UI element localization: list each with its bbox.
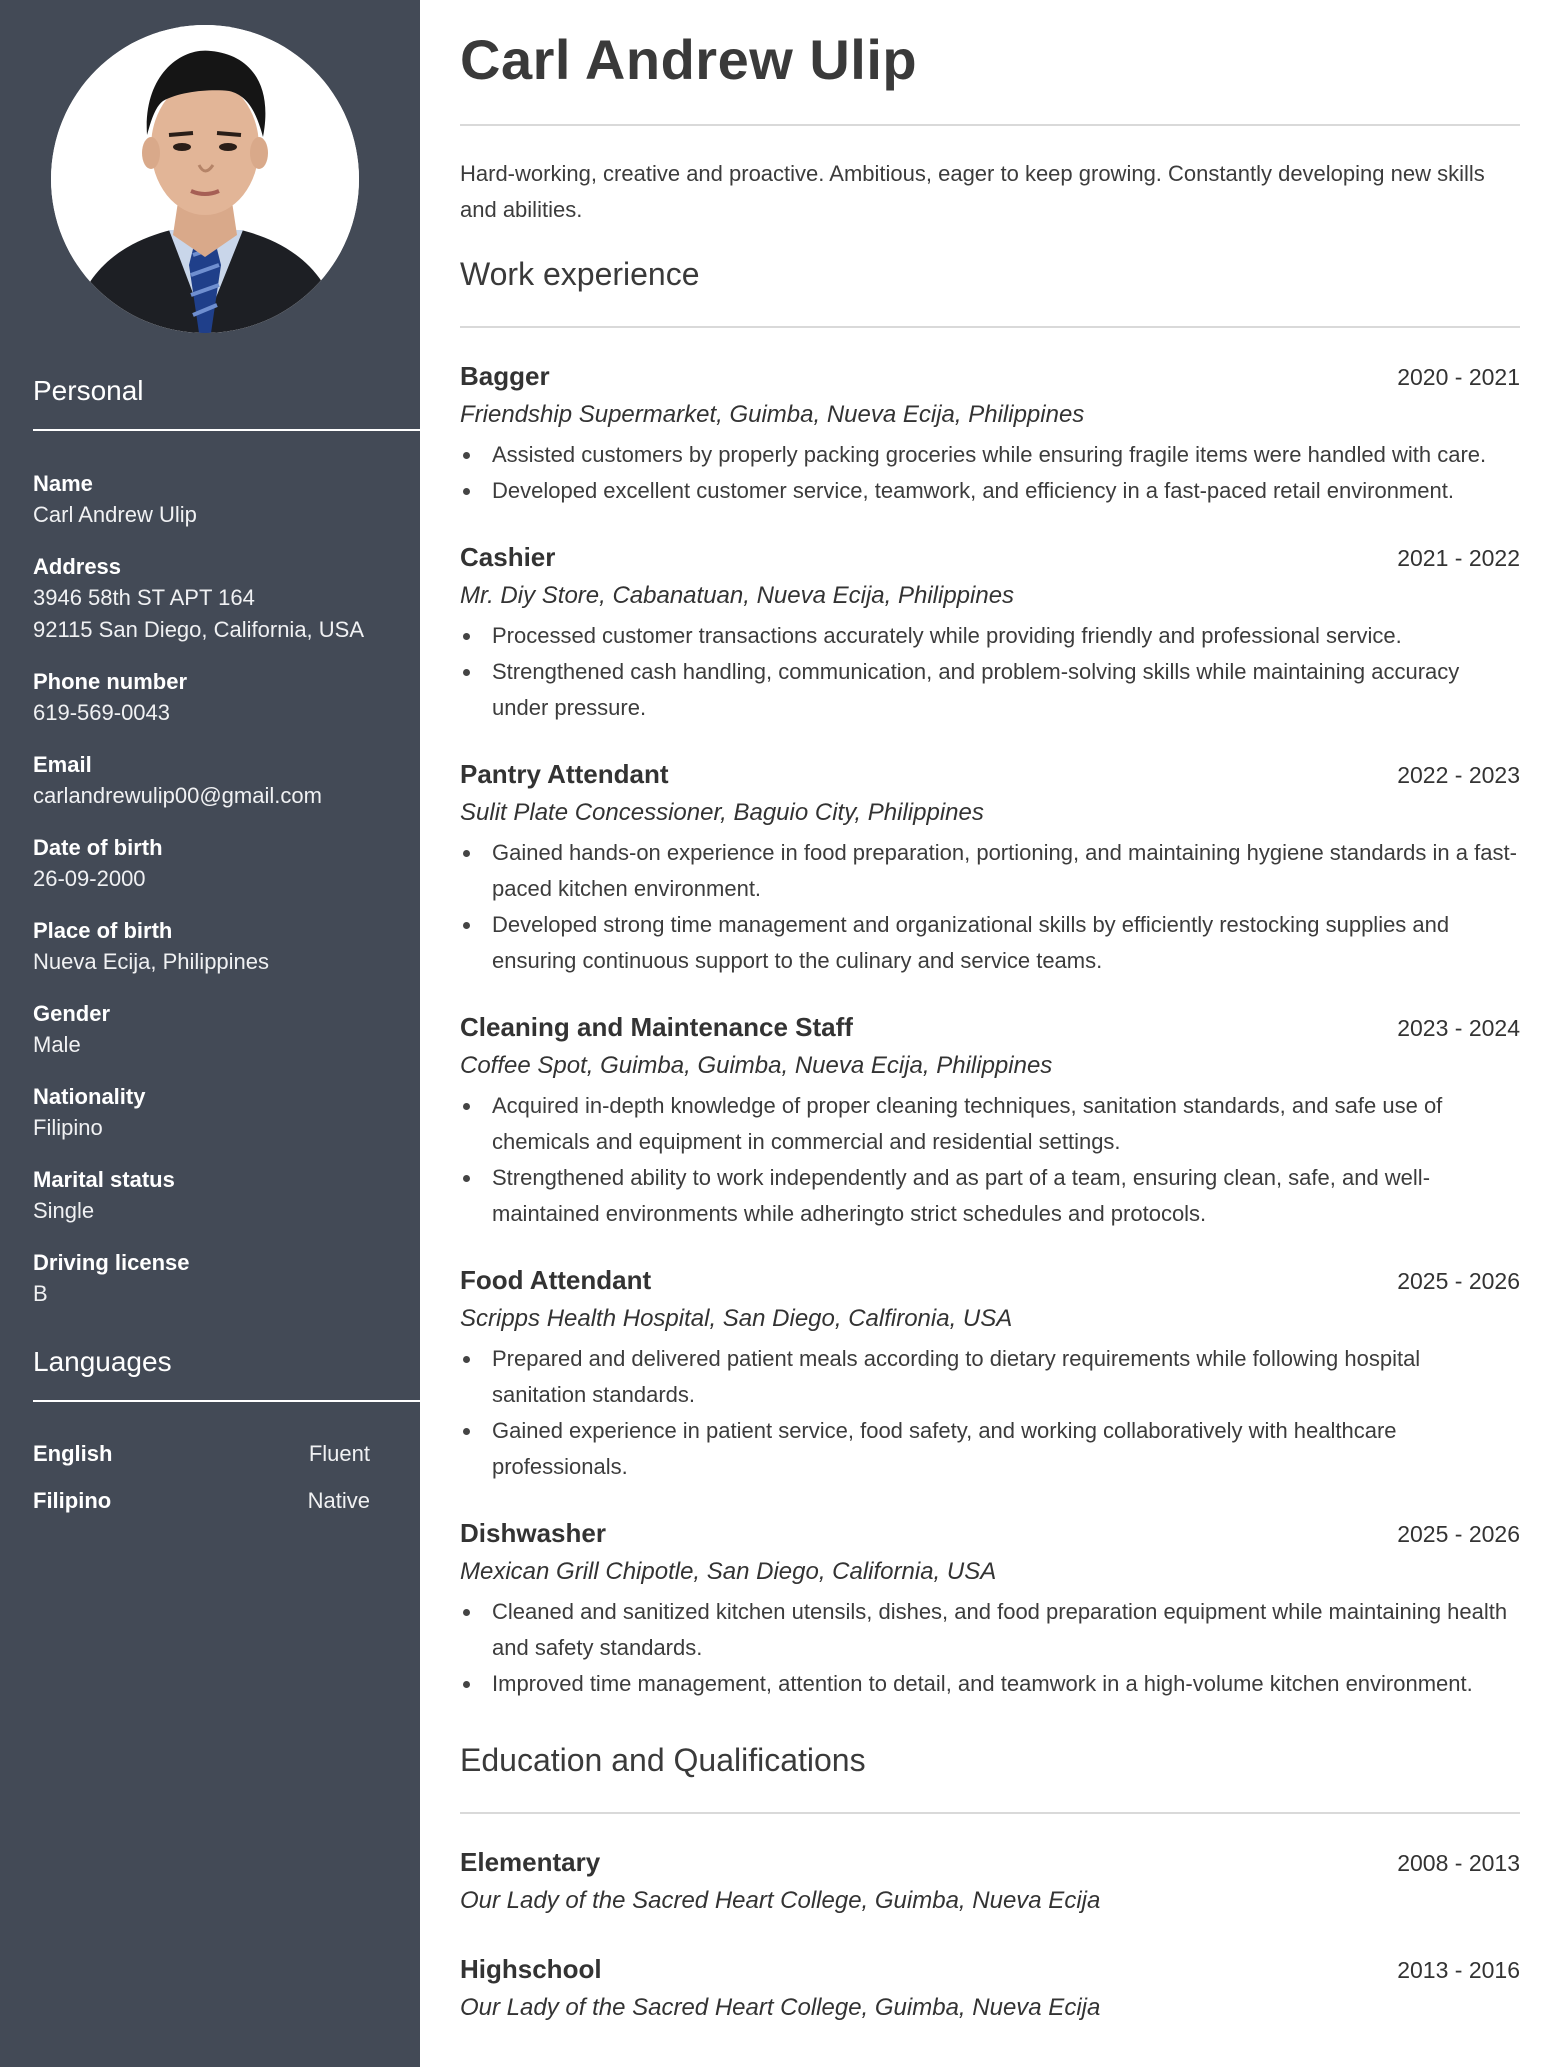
job-entry — [460, 1262, 1520, 1485]
profile-photo — [51, 25, 359, 333]
languages-list — [33, 1438, 370, 1517]
education-title: Elementary — [460, 1847, 601, 1877]
job-title: Bagger — [460, 361, 550, 391]
job-bullets — [460, 437, 1520, 509]
job-bullets — [460, 618, 1520, 726]
job-bullets — [460, 1341, 1520, 1485]
job-title: Cashier — [460, 542, 556, 572]
languages-heading: Languages — [33, 1346, 420, 1402]
field-value: Nueva Ecija, Philippines — [33, 949, 270, 974]
field-value: 26-09-2000 — [33, 866, 146, 891]
personal-field-marital — [33, 1165, 420, 1227]
job-title: Cleaning and Maintenance Staff — [460, 1012, 853, 1042]
education-school: Our Lady of the Sacred Heart College, Guimba, Nueva Ecija — [460, 1887, 1101, 1914]
field-value: Filipino — [33, 1115, 103, 1140]
job-bullets — [460, 835, 1520, 979]
sidebar — [0, 0, 420, 2067]
field-value: Carl Andrew Ulip — [33, 502, 197, 527]
personal-field-dob — [33, 833, 420, 895]
job-entry — [460, 756, 1520, 979]
education-dates: 2013 - 2016 — [1397, 1957, 1520, 1983]
language-row — [33, 1485, 370, 1517]
bullet-item: Gained experience in patient service, food safety, and working collaboratively with healthcare professionals. — [460, 1413, 1520, 1485]
field-label: Place of birth — [33, 918, 173, 943]
bullet-item: Processed customer transactions accurately while providing friendly and professional service. — [460, 618, 1520, 654]
bullet-item: Cleaned and sanitized kitchen utensils, dishes, and food preparation equipment while maintaining health and safety standards. — [460, 1594, 1520, 1666]
language-level: Fluent — [308, 1441, 370, 1466]
job-title: Dishwasher — [460, 1518, 606, 1548]
personal-field-gender — [33, 999, 420, 1061]
field-label: Date of birth — [33, 835, 163, 860]
job-dates: 2023 - 2024 — [1397, 1015, 1520, 1041]
job-dates: 2025 - 2026 — [1397, 1521, 1520, 1547]
main-content — [420, 0, 1549, 2067]
bullet-item: Developed strong time management and organizational skills by efficiently restocking supplies and ensuring continuous support to the culinary and service teams. — [460, 907, 1520, 979]
job-bullets — [460, 1088, 1520, 1232]
field-label: Address — [33, 554, 122, 579]
job-entry — [460, 539, 1520, 726]
personal-field-email — [33, 750, 420, 812]
field-value: 3946 58th ST APT 164 — [33, 585, 255, 610]
field-label: Nationality — [33, 1084, 146, 1109]
personal-info-list — [33, 469, 420, 1310]
field-label: Marital status — [33, 1167, 175, 1192]
job-title: Pantry Attendant — [460, 759, 669, 789]
bullet-item: Prepared and delivered patient meals according to dietary requirements while following hospital sanitation standards. — [460, 1341, 1520, 1413]
job-title: Food Attendant — [460, 1265, 652, 1295]
language-level: Native — [307, 1488, 370, 1513]
bullet-item: Developed excellent customer service, teamwork, and efficiency in a fast-paced retail environment. — [460, 473, 1520, 509]
bullet-item: Gained hands-on experience in food preparation, portioning, and maintaining hygiene standards in a fast-paced kitchen environment. — [460, 835, 1520, 907]
job-dates: 2021 - 2022 — [1397, 545, 1520, 571]
divider — [460, 124, 1520, 126]
job-dates: 2020 - 2021 — [1397, 364, 1520, 390]
education-list — [460, 1844, 1520, 2028]
field-label: Name — [33, 471, 93, 496]
bullet-item: Improved time management, attention to detail, and teamwork in a high-volume kitchen environment. — [460, 1666, 1520, 1702]
personal-field-pob — [33, 916, 420, 978]
field-value: B — [33, 1281, 48, 1306]
personal-field-name — [33, 469, 420, 531]
education-school: Our Lady of the Sacred Heart College, Guimba, Nueva Ecija — [460, 1994, 1101, 2021]
job-company: Mexican Grill Chipotle, San Diego, California, USA — [460, 1558, 997, 1585]
bullet-item: Acquired in-depth knowledge of proper cleaning techniques, sanitation standards, and safe use of chemicals and equipment in commercial and residential settings. — [460, 1088, 1520, 1160]
bullet-item: Strengthened cash handling, communication, and problem-solving skills while maintaining accuracy under pressure. — [460, 654, 1520, 726]
field-label: Driving license — [33, 1250, 190, 1275]
job-company: Sulit Plate Concessioner, Baguio City, Philippines — [460, 799, 984, 826]
profile-photo-illustration — [51, 25, 359, 333]
bullet-item: Assisted customers by properly packing groceries while ensuring fragile items were handled with care. — [460, 437, 1520, 473]
field-label: Gender — [33, 1001, 111, 1026]
field-value: 619-569-0043 — [33, 700, 171, 725]
language-name: Filipino — [33, 1488, 112, 1513]
field-value: carlandrewulip00@gmail.com — [33, 783, 322, 808]
personal-field-address — [33, 552, 420, 646]
job-dates: 2025 - 2026 — [1397, 1268, 1520, 1294]
job-company: Scripps Health Hospital, San Diego, Calfironia, USA — [460, 1305, 1013, 1332]
personal-field-phone — [33, 667, 420, 729]
field-label: Email — [33, 752, 92, 777]
education-dates: 2008 - 2013 — [1397, 1850, 1520, 1876]
job-entry — [460, 1009, 1520, 1232]
education-entry — [460, 1951, 1520, 2028]
work-experience-list — [460, 358, 1520, 1702]
education-heading: Education and Qualifications — [460, 1742, 866, 1778]
bullet-item: Strengthened ability to work independently and as part of a team, ensuring clean, safe, and well-maintained environments while adheringto strict schedules and protocols. — [460, 1160, 1520, 1232]
field-value: Male — [33, 1032, 81, 1057]
field-label: Phone number — [33, 669, 188, 694]
language-name: English — [33, 1441, 113, 1466]
field-value: 92115 San Diego, California, USA — [33, 617, 365, 642]
candidate-name: Carl Andrew Ulip — [460, 28, 918, 91]
language-row — [33, 1438, 370, 1470]
work-experience-heading: Work experience — [460, 256, 700, 292]
field-value: Single — [33, 1198, 95, 1223]
job-entry — [460, 358, 1520, 509]
summary-text: Hard-working, creative and proactive. Ambitious, eager to keep growing. Constantly developing new skills and abilities. — [460, 161, 1485, 222]
divider — [460, 1812, 1520, 1814]
education-entry — [460, 1844, 1520, 1921]
job-company: Mr. Diy Store, Cabanatuan, Nueva Ecija, Philippines — [460, 582, 1015, 609]
job-bullets — [460, 1594, 1520, 1702]
job-entry — [460, 1515, 1520, 1702]
education-title: Highschool — [460, 1954, 602, 1984]
job-dates: 2022 - 2023 — [1397, 762, 1520, 788]
job-company: Friendship Supermarket, Guimba, Nueva Ecija, Philippines — [460, 401, 1085, 428]
personal-heading: Personal — [33, 375, 420, 431]
personal-field-license — [33, 1248, 420, 1310]
job-company: Coffee Spot, Guimba, Guimba, Nueva Ecija, Philippines — [460, 1052, 1053, 1079]
divider — [460, 326, 1520, 328]
personal-field-nationality — [33, 1082, 420, 1144]
